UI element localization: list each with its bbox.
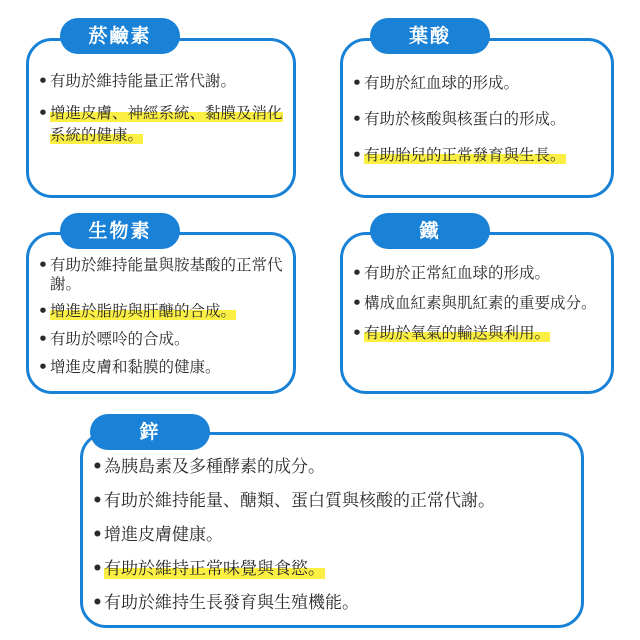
item-text: 有助於正常紅血球的形成。 [364,264,551,282]
list-item [38,300,288,322]
list-item [352,72,608,94]
item-text: 有助於紅血球的形成。 [364,74,520,92]
list-item [352,262,606,284]
list-item [352,108,608,130]
bullet: • [38,358,48,376]
list-item [38,356,288,378]
list-item [352,322,606,344]
item-text: 增進皮膚健康。 [104,525,223,545]
card-iron-items [352,262,606,344]
item-text: 有助於嘌呤的合成。 [50,330,190,348]
bullet: • [38,72,48,90]
bullet: • [352,324,362,342]
list-item [92,556,578,582]
item-text-highlighted: 增進於脂肪與肝醣的合成。 [50,302,237,320]
bullet: • [352,110,362,128]
item-text: 構成血紅素與肌紅素的重要成分。 [364,294,597,312]
bullet: • [92,491,103,511]
item-text: 有助於維持能量、醣類、蛋白質與核酸的正常代謝。 [104,491,495,511]
item-text-highlighted: 有助於氧氣的輸送與利用。 [364,324,551,342]
item-text: 有助於核酸與核蛋白的形成。 [364,110,566,128]
card-biotin-items [38,256,288,378]
item-text: 有助於維持生長發育與生殖機能。 [104,593,359,613]
card-iron-title: 鐵 [370,213,490,249]
item-text-highlighted: 有助於維持正常味覺與食慾。 [104,559,325,579]
list-item [38,256,288,294]
card-folate-title: 葉酸 [370,18,490,54]
item-text: 有助於維持能量正常代謝。 [50,72,237,90]
bullet: • [352,264,362,282]
list-item [92,488,578,514]
card-niacin-items [38,70,286,156]
bullet: • [38,330,48,348]
card-zinc-title: 鋅 [90,414,210,450]
card-biotin-title: 生物素 [60,213,180,249]
list-item [92,522,578,548]
bullet: • [38,302,48,320]
list-item [92,454,578,480]
item-text-highlighted: 增進皮膚、神經系統、黏膜及消化系統的健康。 [50,104,283,144]
bullet: • [352,146,362,164]
bullet: • [92,559,103,579]
item-text: 有助於維持能量與胺基酸的正常代謝。 [50,256,283,293]
bullet: • [92,525,103,545]
list-item [92,590,578,616]
item-text-highlighted: 有助胎兒的正常發育與生長。 [364,146,566,164]
bullet: • [92,593,103,613]
list-item [352,292,606,314]
list-item [352,144,608,166]
bullet: • [38,256,48,274]
bullet: • [38,104,48,122]
list-item [38,328,288,350]
card-niacin-title: 菸鹼素 [60,18,180,54]
bullet: • [352,294,362,312]
list-item [38,70,286,92]
bullet: • [352,74,362,92]
list-item [38,102,286,146]
card-folate-items [352,72,608,176]
card-zinc-items [92,454,578,616]
bullet: • [92,457,103,477]
item-text: 為胰島素及多種酵素的成分。 [104,457,325,477]
item-text: 增進皮膚和黏膜的健康。 [50,358,221,376]
